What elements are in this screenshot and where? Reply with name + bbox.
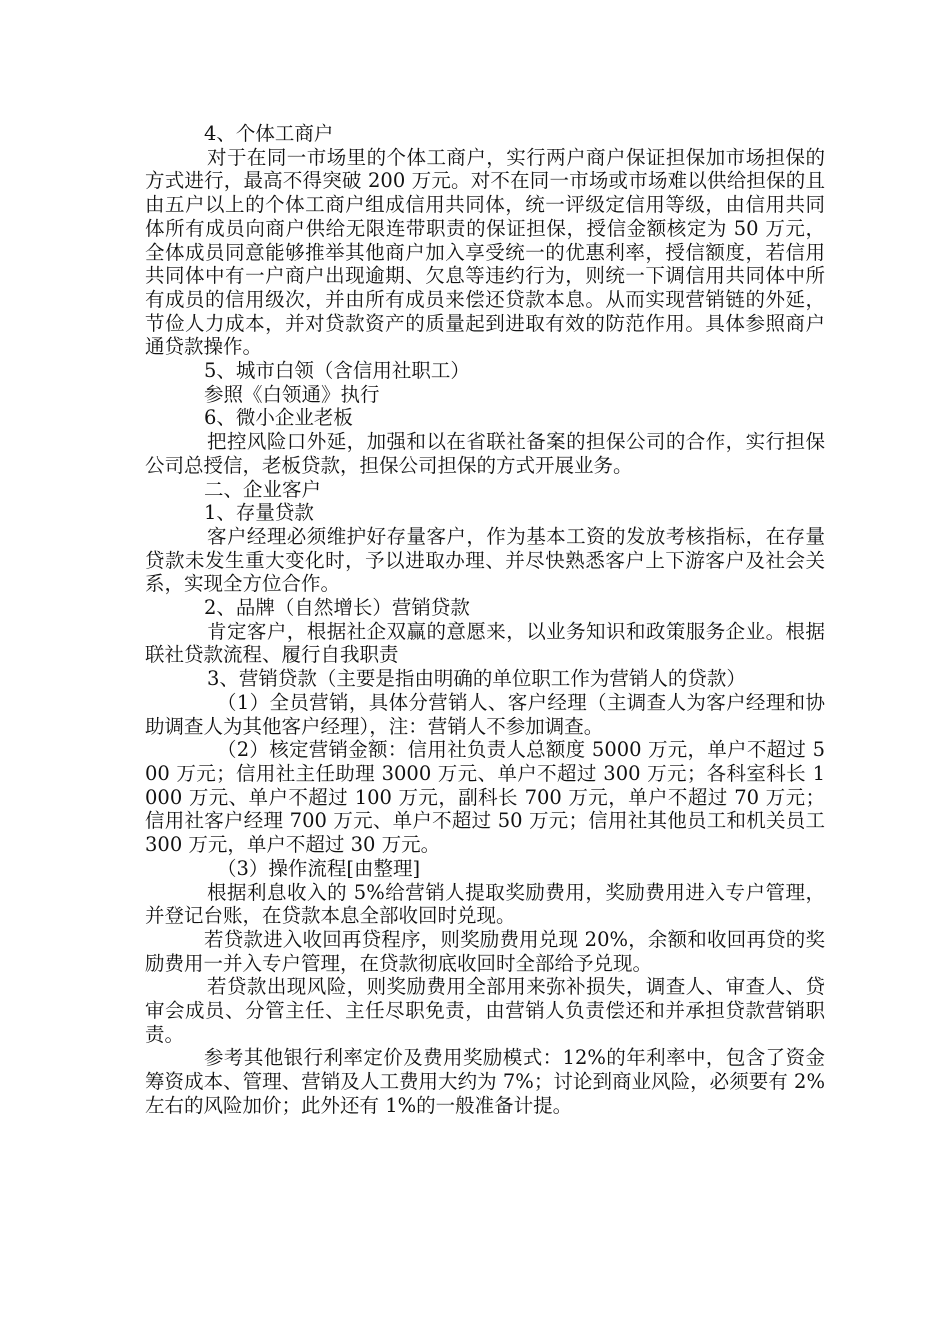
paragraph-white-collar-reference: 参照《白领通》执行: [204, 382, 380, 406]
paragraph-bank-pricing-reference: 参考其他银行利率定价及费用奖励模式：12%的年利率中，包含了资金筹资成本、管理、营销及人工费用大约为 7%；讨论到商业风险，必须要有 2%左右的风险加价；此外还有 1%的一般准备计提。: [145, 1046, 825, 1117]
heading-urban-white-collar: 5、城市白领（含信用社职工）: [204, 359, 470, 383]
paragraph-existing-loans: 客户经理必须维护好存量客户，作为基本工资的发放考核指标，在存量贷款未发生重大变化时，予以进取办理、并尽快熟悉客户上下游客户及社会关系，实现全方位合作。: [145, 524, 825, 596]
paragraph-all-staff-marketing: （1）全员营销，具体分营销人、客户经理（主调查人为客户经理和协助调查人为其他客户经理），注：营销人不参加调查。: [145, 690, 825, 738]
paragraph-brand-marketing: 肯定客户，根据社企双赢的意愿来，以业务知识和政策服务企业。根据联社贷款流程、履行自我职责: [145, 619, 825, 667]
heading-marketing-loans: 3、营销贷款（主要是指由明确的单位职工作为营销人的贷款）: [207, 667, 746, 691]
heading-micro-enterprise-owners: 6、微小企业老板: [204, 406, 353, 430]
paragraph-marketing-amounts: （2）核定营销金额：信用社负责人总额度 5000 万元，单户不超过 500 万元；信用社主任助理 3000 万元、单户不超过 300 万元；各科室科长 1000 万元、单户不超过 100 万元，副科长 700 万元，单户不超过 70 万元；信用社客户经理 700 万元、单户不超过 50 万元；信用社其他员工和机关员工 300 万元，单户不超过 30 万元。: [145, 738, 825, 857]
paragraph-reward-fees: 根据利息收入的 5%给营销人提取奖励费用，奖励费用进入专户管理，并登记台账，在贷款本息全部收回时兑现。: [145, 880, 825, 928]
paragraph-reloan-reward: 若贷款进入收回再贷程序，则奖励费用兑现 20%，余额和收回再贷的奖励费用一并入专户管理，在贷款彻底收回时全部给予兑现。: [145, 927, 825, 975]
paragraph-loan-risk: 若贷款出现风险，则奖励费用全部用来弥补损失，调查人、审查人、贷审会成员、分管主任、主任尽职免责，由营销人负责偿还和并承担贷款营销职责。: [145, 975, 825, 1046]
paragraph-micro-enterprise: 把控风险口外延，加强和以在省联社备案的担保公司的合作，实行担保公司总授信，老板贷款，担保公司担保的方式开展业务。: [145, 430, 825, 477]
heading-existing-loans: 1、存量贷款: [204, 501, 314, 525]
document-page: [145, 122, 825, 1118]
heading-enterprise-clients: 二、企业客户: [204, 477, 322, 501]
heading-operation-process: （3）操作流程[由整理]: [217, 856, 421, 880]
heading-individual-merchants: 4、个体工商户: [204, 122, 334, 145]
heading-brand-marketing-loans: 2、品牌（自然增长）营销贷款: [204, 596, 470, 620]
paragraph-individual-merchants: 对于在同一市场里的个体工商户，实行两户商户保证担保加市场担保的方式进行，最高不得突破 200 万元。对不在同一市场或市场难以供给担保的且由五户以上的个体工商户组成信用共同体，统一评级定信用等级，由信用共同体所有成员向商户供给无限连带职责的保证担保，授信金额核定为 50 万元，全体成员同意能够推举其他商户加入享受统一的优惠利率，授信额度，若信用共同体中有一户商户出现逾期、欠息等违约行为，则统一下调信用共同体中所有成员的信用级次，并由所有成员来偿还贷款本息。从而实现营销链的外延，节俭人力成本，并对贷款资产的质量起到进取有效的防范作用。具体参照商户通贷款操作。: [145, 145, 825, 359]
